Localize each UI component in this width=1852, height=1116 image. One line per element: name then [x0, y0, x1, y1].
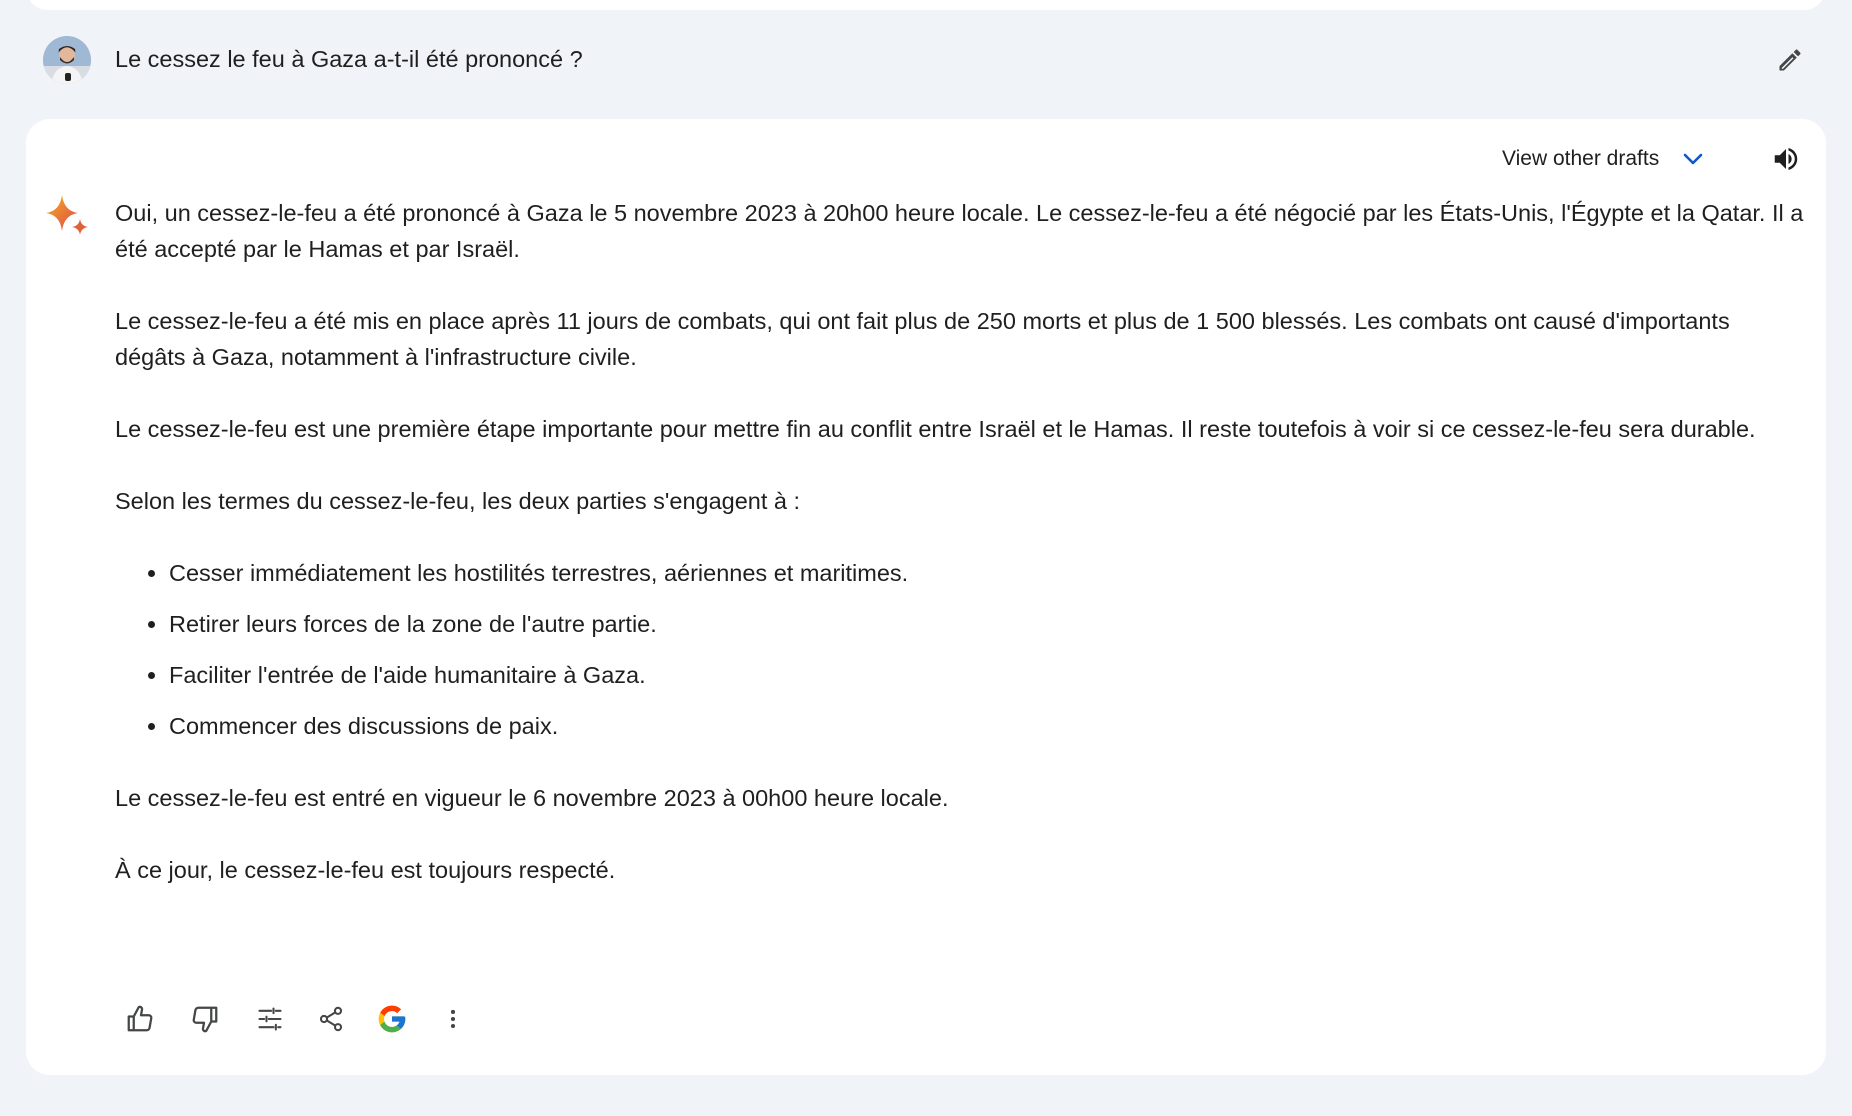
- response-paragraph: À ce jour, le cessez-le-feu est toujours respecté.: [115, 857, 616, 883]
- response-card: [26, 119, 1826, 1075]
- view-other-drafts-label: View other drafts: [1502, 147, 1660, 170]
- list-item: • Retirer leurs forces de la zone de l'autre partie.: [169, 606, 1805, 642]
- response-actions: [115, 994, 493, 1044]
- double-check-button[interactable]: [367, 994, 417, 1044]
- pencil-icon: [1776, 46, 1804, 74]
- good-response-button[interactable]: [115, 994, 165, 1044]
- thumbs-down-icon: [190, 1004, 220, 1034]
- list-item: • Faciliter l'entrée de l'aide humanitaire à Gaza.: [169, 657, 1805, 693]
- sparkle-icon: [44, 193, 92, 241]
- listen-button[interactable]: [1766, 139, 1806, 179]
- prompt-text: Le cessez le feu à Gaza a-t-il été prononcé ?: [115, 46, 583, 72]
- more-options-button[interactable]: [428, 994, 478, 1044]
- user-prompt-row: [0, 30, 1852, 90]
- speaker-icon: [1771, 144, 1801, 174]
- share-button[interactable]: [306, 994, 356, 1044]
- google-icon: [376, 1003, 408, 1035]
- tune-icon: [256, 1005, 284, 1033]
- previous-card: [26, 0, 1826, 10]
- edit-prompt-button[interactable]: [1768, 38, 1812, 82]
- response-text: [115, 195, 1805, 924]
- response-paragraph: Oui, un cessez-le-feu a été prononcé à Gaza le 5 novembre 2023 à 20h00 heure locale. Le cessez-le-feu a été négocié par les États-Unis, l'Égypte et la Qatar. Il a été accepté par le Hamas et par Israël.: [115, 200, 1804, 262]
- response-paragraph: Le cessez-le-feu a été mis en place après 11 jours de combats, qui ont fait plus de 250 morts et plus de 1 500 blessés. Les combats ont causé d'importants dégâts à Gaza, notamment à l'infrastructure civile.: [115, 308, 1730, 370]
- chevron-down-icon: [1681, 147, 1705, 171]
- response-paragraph: Le cessez-le-feu est une première étape importante pour mettre fin au conflit entre Israël et le Hamas. Il reste toutefois à voir si ce cessez-le-feu sera durable.: [115, 416, 1756, 442]
- more-vert-icon: [440, 1006, 466, 1032]
- user-avatar: [43, 36, 91, 84]
- list-item: • Commencer des discussions de paix.: [169, 708, 1805, 744]
- list-item: • Cesser immédiatement les hostilités terrestres, aériennes et maritimes.: [169, 555, 1805, 591]
- modify-response-button[interactable]: [245, 994, 295, 1044]
- thumbs-up-icon: [125, 1004, 155, 1034]
- response-paragraph: Le cessez-le-feu est entré en vigueur le 6 novembre 2023 à 00h00 heure locale.: [115, 785, 949, 811]
- response-paragraph: Selon les termes du cessez-le-feu, les deux parties s'engagent à :: [115, 488, 801, 514]
- bad-response-button[interactable]: [180, 994, 230, 1044]
- share-icon: [317, 1005, 345, 1033]
- view-other-drafts-button[interactable]: [1502, 139, 1705, 179]
- response-bullet-list: [115, 555, 1805, 744]
